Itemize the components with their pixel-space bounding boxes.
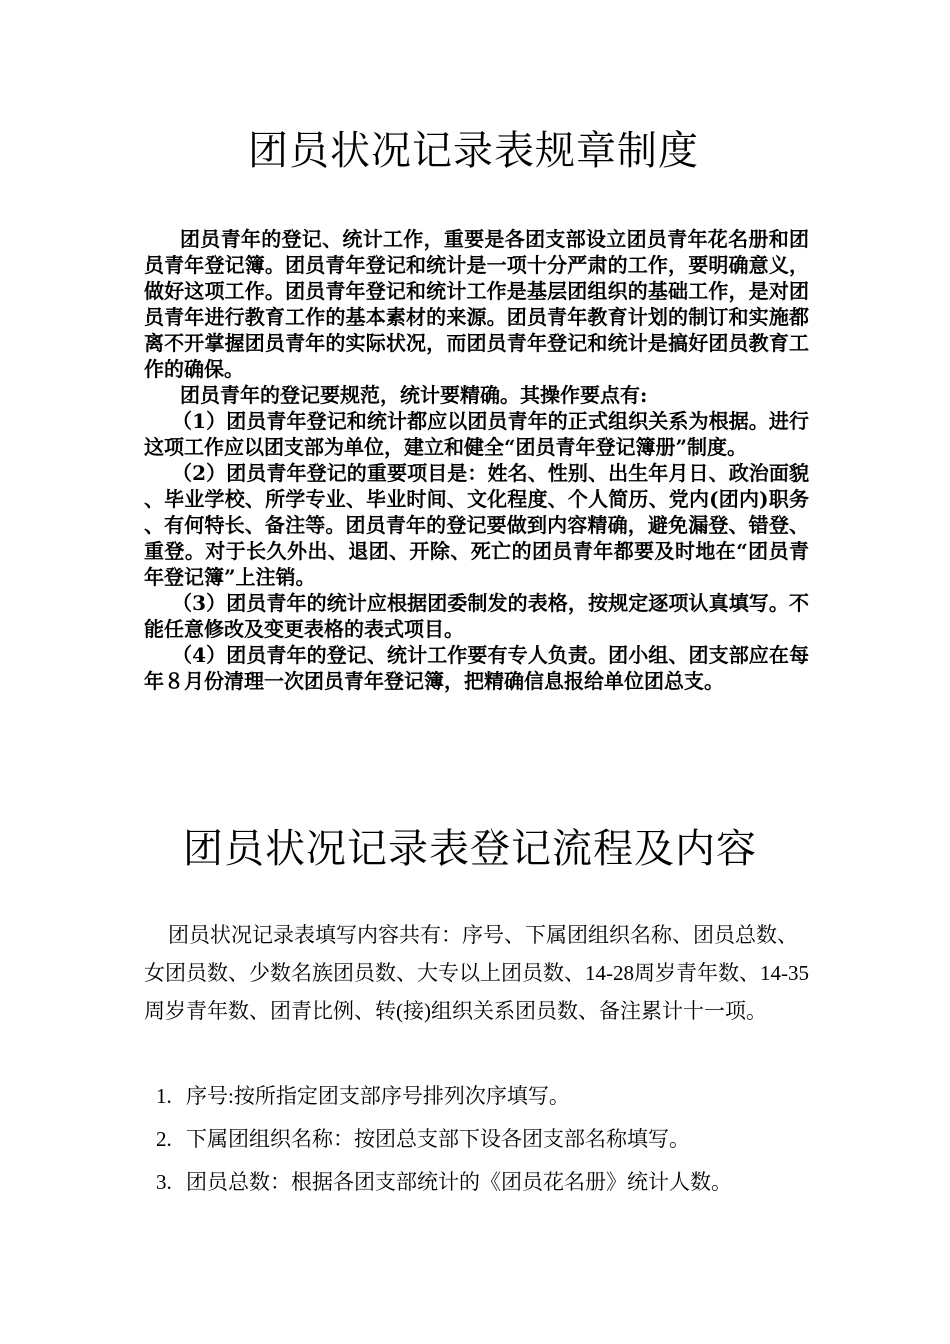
rules-item-1: （1）团员青年登记和统计都应以团员青年的正式组织关系为根据。进行这项工作应以团支部为单位，建立和健全“团员青年登记簿册”制度。	[144, 409, 809, 459]
step-list	[144, 1075, 844, 1204]
rules-item-4: （4）团员青年的登记、统计工作要有专人负责。团小组、团支部应在每年８月份清理一次团员青年登记簿，把精确信息报给单位团总支。	[144, 643, 809, 693]
section-intro: 团员状况记录表填写内容共有：序号、下属团组织名称、团员总数、女团员数、少数名族团员数、大专以上团员数、14-28周岁青年数、14-35周岁青年数、团青比例、转(接)组织关系团员数、备注累计十一项。	[144, 923, 809, 1023]
rules-paragraph-key-points: 团员青年的登记要规范，统计要精确。其操作要点有:	[180, 383, 648, 407]
list-item-text: 序号:按所指定团支部序号排列次序填写。	[186, 1084, 570, 1108]
list-item-text: 团员总数：根据各团支部统计的《团员花名册》统计人数。	[186, 1170, 732, 1194]
list-item	[144, 1161, 844, 1204]
rules-paragraph-intro: 团员青年的登记、统计工作，重要是各团支部设立团员青年花名册和团员青年登记簿。团员青年登记和统计是一项十分严肃的工作，要明确意义，做好这项工作。团员青年登记和统计工作是基层团组织的基础工作，是对团员青年进行教育工作的基本素材的来源。团员青年教育计划的制订和实施都离不开掌握团员青年的实际状况，而团员青年登记和统计是搞好团员教育工作的确保。	[144, 227, 809, 381]
list-item-number: 2.	[156, 1127, 172, 1151]
rules-item-3: （3）团员青年的统计应根据团委制发的表格，按规定逐项认真填写。不能任意修改及变更表格的表式项目。	[144, 591, 809, 641]
list-item-number: 3.	[156, 1170, 172, 1194]
rules-body	[144, 226, 809, 694]
list-item	[144, 1075, 844, 1118]
section-title: 团员状况记录表登记流程及内容	[183, 826, 757, 872]
document-title: 团员状况记录表规章制度	[248, 128, 699, 174]
list-item-number: 1.	[156, 1084, 172, 1108]
list-item	[144, 1118, 844, 1161]
list-item-text: 下属团组织名称：按团总支部下设各团支部名称填写。	[186, 1127, 690, 1151]
rules-item-2: （2）团员青年登记的重要项目是：姓名、性别、出生年月日、政治面貌、毕业学校、所学专业、毕业时间、文化程度、个人简历、党内(团内)职务、有何特长、备注等。团员青年的登记要做到内容精确，避免漏登、错登、重登。对于长久外出、退团、开除、死亡的团员青年都要及时地在“团员青年登记簿”上注销。	[144, 461, 809, 589]
